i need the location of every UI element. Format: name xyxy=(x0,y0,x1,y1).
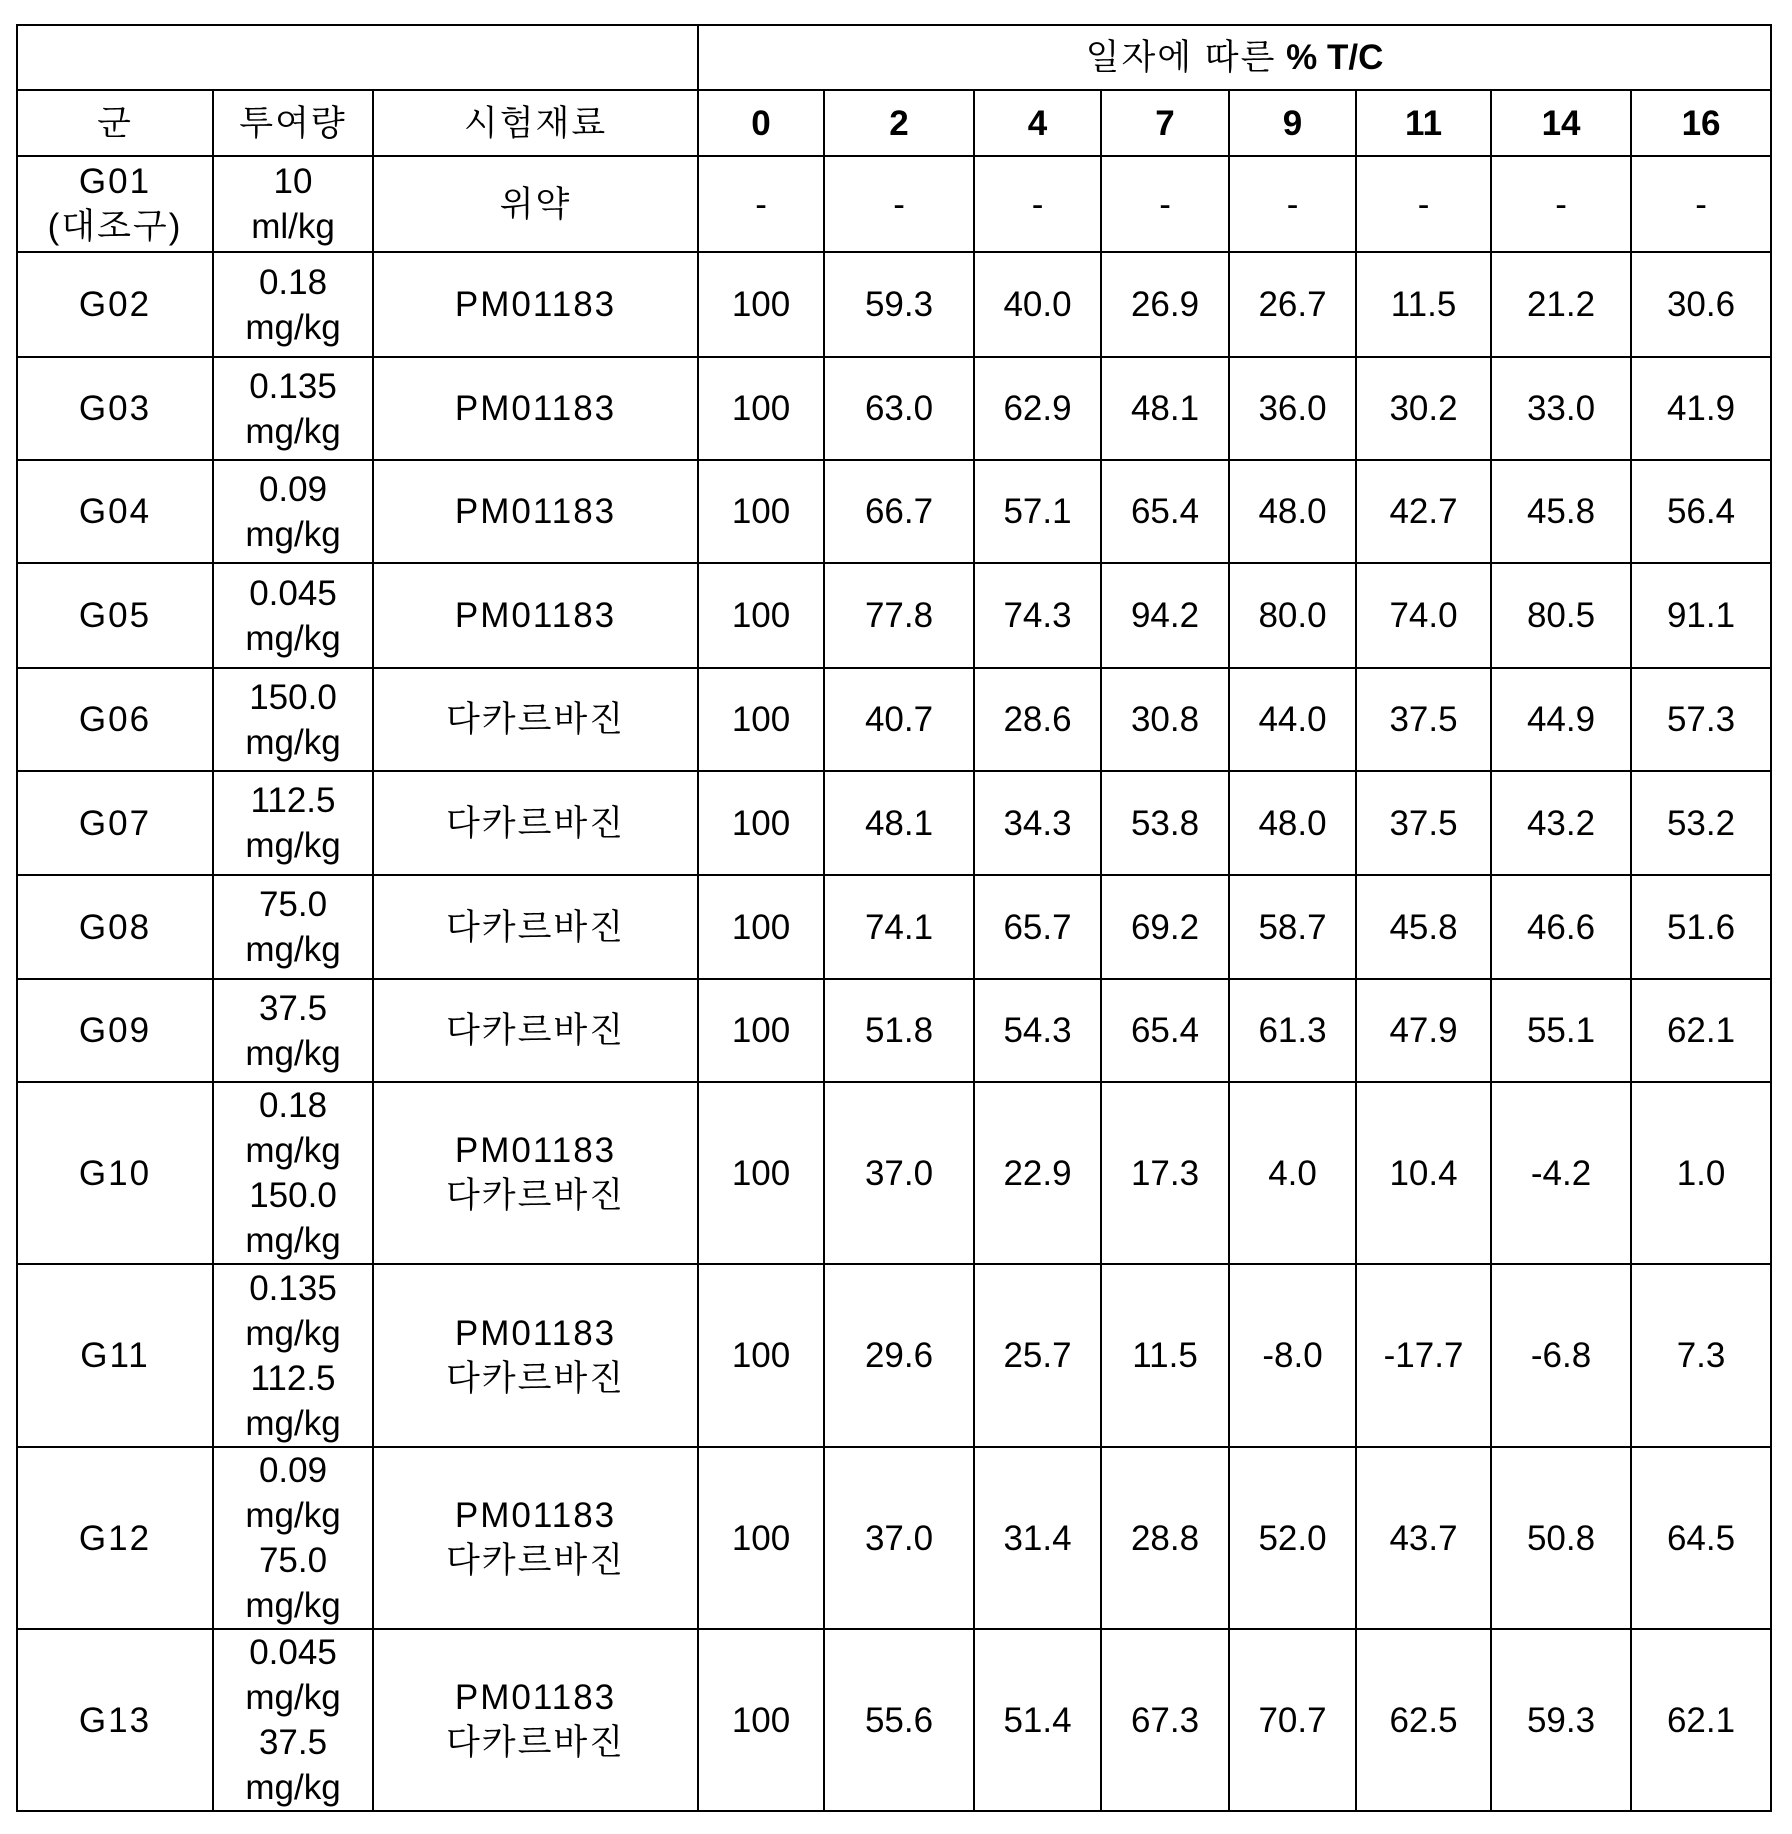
dose-cell xyxy=(213,156,373,252)
tc-value-cell: 51.8 xyxy=(824,979,974,1082)
group-cell xyxy=(17,563,213,668)
tc-value-cell: 59.3 xyxy=(824,252,974,357)
column-header-day-4: 4 xyxy=(974,90,1101,156)
tc-value-cell: 37.0 xyxy=(824,1447,974,1629)
dose-line: 0.135 xyxy=(249,366,337,406)
material-line: PM01183 xyxy=(454,492,617,531)
group-line: G11 xyxy=(80,1336,150,1375)
dose-line: mg/kg xyxy=(245,1403,341,1443)
dose-cell xyxy=(213,357,373,460)
group-line: G07 xyxy=(78,803,152,843)
tc-value-cell: 80.0 xyxy=(1229,563,1356,668)
material-cell xyxy=(373,563,698,668)
group-line: G05 xyxy=(78,596,152,635)
tc-value-cell: 28.8 xyxy=(1101,1447,1229,1629)
tc-value-cell: 37.5 xyxy=(1356,771,1491,875)
dose-line: 10 xyxy=(273,162,313,201)
dose-line: 37.5 xyxy=(258,1723,328,1762)
group-cell xyxy=(17,1264,213,1447)
material-cell xyxy=(373,1629,698,1811)
tc-value-cell: - xyxy=(824,156,974,252)
material-cell xyxy=(373,875,698,979)
table-row xyxy=(17,563,1771,668)
dose-line: mg/kg xyxy=(245,618,341,658)
tc-value-cell: 62.5 xyxy=(1356,1629,1491,1811)
group-cell xyxy=(17,875,213,979)
tc-value-cell: 46.6 xyxy=(1491,875,1631,979)
tc-value-cell: - xyxy=(974,156,1101,252)
material-cell xyxy=(373,156,698,252)
tc-value-cell: 100 xyxy=(698,252,824,357)
dose-line: 0.09 xyxy=(258,469,328,509)
group-line: G13 xyxy=(78,1700,152,1740)
tc-value-cell: 44.9 xyxy=(1491,668,1631,771)
tc-value-cell: 25.7 xyxy=(974,1264,1101,1447)
tc-value-cell: 100 xyxy=(698,1082,824,1264)
group-line: G12 xyxy=(78,1518,152,1558)
dose-line: mg/kg xyxy=(245,1313,341,1353)
dose-line: 0.18 xyxy=(258,1086,328,1125)
tc-value-cell: 77.8 xyxy=(824,563,974,668)
tc-value-cell: 30.8 xyxy=(1101,668,1229,771)
tc-value-cell: 100 xyxy=(698,1629,824,1811)
material-line: 다카르바진 xyxy=(445,803,626,843)
tc-value-cell: 67.3 xyxy=(1101,1629,1229,1811)
group-cell xyxy=(17,771,213,875)
tc-value-cell: 62.1 xyxy=(1631,979,1771,1082)
tc-value-cell: 80.5 xyxy=(1491,563,1631,668)
dose-line: 75.0 xyxy=(258,1541,328,1580)
column-header-day-0: 0 xyxy=(698,90,824,156)
tc-value-cell: 53.8 xyxy=(1101,771,1229,875)
dose-line: 37.5 xyxy=(258,988,328,1028)
tc-value-cell: - xyxy=(1491,156,1631,252)
dose-line: mg/kg xyxy=(245,1496,341,1535)
material-cell xyxy=(373,1264,698,1447)
tc-value-cell: 91.1 xyxy=(1631,563,1771,668)
dose-line: mg/kg xyxy=(245,514,341,554)
dose-line: 0.18 xyxy=(258,262,328,302)
tc-value-cell: 48.1 xyxy=(824,771,974,875)
tc-value-cell: 50.8 xyxy=(1491,1447,1631,1629)
tc-value-cell: 70.7 xyxy=(1229,1629,1356,1811)
tc-value-cell: 59.3 xyxy=(1491,1629,1631,1811)
material-line: PM01183 xyxy=(454,1313,617,1353)
tc-value-cell: 41.9 xyxy=(1631,357,1771,460)
tc-value-cell: 100 xyxy=(698,357,824,460)
dose-cell xyxy=(213,460,373,563)
group-cell xyxy=(17,460,213,563)
tc-value-cell: 30.6 xyxy=(1631,252,1771,357)
dose-line: mg/kg xyxy=(245,1131,341,1170)
dose-cell xyxy=(213,1629,373,1811)
tc-value-cell: 94.2 xyxy=(1101,563,1229,668)
tc-value-cell: 57.3 xyxy=(1631,668,1771,771)
tc-value-cell: 36.0 xyxy=(1229,357,1356,460)
material-line: PM01183 xyxy=(454,596,617,635)
dose-line: 150.0 xyxy=(249,1176,337,1215)
tc-value-cell: 58.7 xyxy=(1229,875,1356,979)
tc-value-cell: 42.7 xyxy=(1356,460,1491,563)
group-line: G02 xyxy=(78,285,152,324)
tc-value-cell: 11.5 xyxy=(1356,252,1491,357)
tc-value-cell: 37.0 xyxy=(824,1082,974,1264)
group-line: (대조구) xyxy=(47,207,183,246)
tc-value-cell: 55.6 xyxy=(824,1629,974,1811)
tc-value-cell: 17.3 xyxy=(1101,1082,1229,1264)
tc-value-cell: 61.3 xyxy=(1229,979,1356,1082)
tc-value-cell: 64.5 xyxy=(1631,1447,1771,1629)
span-header-metric: % T/C xyxy=(1286,38,1384,77)
column-header-group: 군 xyxy=(17,90,213,156)
tc-value-cell: -6.8 xyxy=(1491,1264,1631,1447)
dose-line: 150.0 xyxy=(249,677,337,717)
dose-line: mg/kg xyxy=(245,307,341,347)
group-line: G09 xyxy=(78,1011,152,1050)
group-cell xyxy=(17,668,213,771)
dose-cell xyxy=(213,979,373,1082)
tc-value-cell: 1.0 xyxy=(1631,1082,1771,1264)
tc-value-cell: 7.3 xyxy=(1631,1264,1771,1447)
column-header-material: 시험재료 xyxy=(373,90,698,156)
dose-cell xyxy=(213,1447,373,1629)
dose-line: 112.5 xyxy=(250,781,336,820)
tc-value-cell: - xyxy=(698,156,824,252)
dose-line: 0.045 xyxy=(249,1633,337,1672)
column-header-day-7: 7 xyxy=(1101,90,1229,156)
group-line: G04 xyxy=(78,492,152,531)
material-line: 다카르바진 xyxy=(445,1011,626,1050)
dose-line: mg/kg xyxy=(245,1221,341,1260)
tc-value-cell: - xyxy=(1356,156,1491,252)
material-cell xyxy=(373,1447,698,1629)
tc-value-cell: 100 xyxy=(698,563,824,668)
tc-value-cell: 30.2 xyxy=(1356,357,1491,460)
dose-line: mg/kg xyxy=(245,1033,341,1073)
column-header-dose: 투여량 xyxy=(213,90,373,156)
dose-line: mg/kg xyxy=(245,1768,341,1807)
material-cell xyxy=(373,1082,698,1264)
column-header-day-11: 11 xyxy=(1356,90,1491,156)
tc-value-cell: 34.3 xyxy=(974,771,1101,875)
dose-line: 0.045 xyxy=(249,573,337,613)
group-line: G03 xyxy=(78,389,152,428)
tc-value-cell: -4.2 xyxy=(1491,1082,1631,1264)
tc-value-cell: 56.4 xyxy=(1631,460,1771,563)
dose-line: mg/kg xyxy=(245,826,341,865)
tc-value-cell: 74.1 xyxy=(824,875,974,979)
tc-value-cell: 100 xyxy=(698,1264,824,1447)
tc-value-cell: 21.2 xyxy=(1491,252,1631,357)
dose-cell xyxy=(213,771,373,875)
group-cell xyxy=(17,1447,213,1629)
tc-value-cell: 69.2 xyxy=(1101,875,1229,979)
group-cell xyxy=(17,252,213,357)
tc-value-cell: 100 xyxy=(698,875,824,979)
tc-value-cell: 26.7 xyxy=(1229,252,1356,357)
tc-value-cell: 100 xyxy=(698,460,824,563)
dose-cell xyxy=(213,563,373,668)
tc-value-cell: 51.6 xyxy=(1631,875,1771,979)
tc-value-cell: 31.4 xyxy=(974,1447,1101,1629)
group-line: G10 xyxy=(78,1153,152,1193)
dose-line: 0.09 xyxy=(258,1451,328,1490)
column-header-day-14: 14 xyxy=(1491,90,1631,156)
tc-value-cell: 45.8 xyxy=(1356,875,1491,979)
tc-value-cell: 62.1 xyxy=(1631,1629,1771,1811)
tc-value-cell: 4.0 xyxy=(1229,1082,1356,1264)
dose-cell xyxy=(213,875,373,979)
material-line: 다카르바진 xyxy=(445,907,626,947)
dose-cell xyxy=(213,1082,373,1264)
dose-line: 75.0 xyxy=(258,885,328,924)
tc-value-cell: - xyxy=(1229,156,1356,252)
group-line: G06 xyxy=(78,700,152,739)
table-row xyxy=(17,1629,1771,1811)
tc-value-cell: 100 xyxy=(698,1447,824,1629)
table-row xyxy=(17,252,1771,357)
tc-value-cell: 11.5 xyxy=(1101,1264,1229,1447)
material-line: PM01183 xyxy=(454,285,617,324)
material-cell xyxy=(373,979,698,1082)
material-line: 다카르바진 xyxy=(445,1358,626,1398)
tc-value-cell: 40.0 xyxy=(974,252,1101,357)
group-cell xyxy=(17,1629,213,1811)
column-header-day-2: 2 xyxy=(824,90,974,156)
dose-line: 112.5 xyxy=(250,1358,336,1398)
material-line: PM01183 xyxy=(454,389,617,428)
material-line: 다카르바진 xyxy=(445,1176,626,1215)
tc-value-cell: 43.7 xyxy=(1356,1447,1491,1629)
tc-value-cell: 53.2 xyxy=(1631,771,1771,875)
tc-value-cell: - xyxy=(1631,156,1771,252)
table-row xyxy=(17,875,1771,979)
material-line: 위약 xyxy=(499,184,572,224)
tc-value-cell: 29.6 xyxy=(824,1264,974,1447)
material-line: 다카르바진 xyxy=(445,1541,626,1580)
tc-value-cell: 48.0 xyxy=(1229,771,1356,875)
table-row xyxy=(17,1264,1771,1447)
group-cell xyxy=(17,156,213,252)
material-line: PM01183 xyxy=(454,1131,617,1170)
material-cell xyxy=(373,357,698,460)
dose-cell xyxy=(213,252,373,357)
tc-value-cell: 48.0 xyxy=(1229,460,1356,563)
tc-value-cell: 26.9 xyxy=(1101,252,1229,357)
tc-value-cell: 57.1 xyxy=(974,460,1101,563)
tc-value-cell: 28.6 xyxy=(974,668,1101,771)
column-header-day-16: 16 xyxy=(1631,90,1771,156)
column-header-row xyxy=(17,90,1771,156)
dose-line: mg/kg xyxy=(245,411,341,451)
tc-value-cell: 43.2 xyxy=(1491,771,1631,875)
material-line: PM01183 xyxy=(454,1678,617,1717)
tc-value-cell: 100 xyxy=(698,979,824,1082)
tc-value-cell: 44.0 xyxy=(1229,668,1356,771)
tc-value-cell: - xyxy=(1101,156,1229,252)
material-cell xyxy=(373,460,698,563)
tc-value-cell: 54.3 xyxy=(974,979,1101,1082)
material-line: PM01183 xyxy=(454,1496,617,1535)
table-row xyxy=(17,357,1771,460)
tc-value-cell: -17.7 xyxy=(1356,1264,1491,1447)
tc-value-cell: 74.0 xyxy=(1356,563,1491,668)
tc-value-cell: 100 xyxy=(698,771,824,875)
table-row xyxy=(17,1447,1771,1629)
tc-value-cell: -8.0 xyxy=(1229,1264,1356,1447)
column-header-day-9: 9 xyxy=(1229,90,1356,156)
blank-corner-cell xyxy=(17,25,698,90)
dose-line: mg/kg xyxy=(245,930,341,969)
dose-line: ml/kg xyxy=(251,207,335,246)
dose-line: 0.135 xyxy=(249,1268,337,1308)
table-row xyxy=(17,668,1771,771)
tc-table xyxy=(16,24,1772,1812)
percent-tc-by-day-header xyxy=(698,25,1771,90)
material-line: 다카르바진 xyxy=(445,1723,626,1762)
tc-value-cell: 52.0 xyxy=(1229,1447,1356,1629)
dose-line: mg/kg xyxy=(245,1678,341,1717)
group-line: G08 xyxy=(78,907,152,947)
group-cell xyxy=(17,1082,213,1264)
span-header-prefix: 일자에 따른 xyxy=(1085,38,1277,77)
dose-line: mg/kg xyxy=(245,1586,341,1625)
tc-value-cell: 48.1 xyxy=(1101,357,1229,460)
material-cell xyxy=(373,252,698,357)
tc-value-cell: 47.9 xyxy=(1356,979,1491,1082)
table-row xyxy=(17,156,1771,252)
group-cell xyxy=(17,979,213,1082)
table-row xyxy=(17,1082,1771,1264)
group-line: G01 xyxy=(78,162,152,201)
tc-value-cell: 10.4 xyxy=(1356,1082,1491,1264)
table-row xyxy=(17,979,1771,1082)
tc-value-cell: 37.5 xyxy=(1356,668,1491,771)
table-row xyxy=(17,460,1771,563)
tc-value-cell: 65.7 xyxy=(974,875,1101,979)
tc-value-cell: 65.4 xyxy=(1101,979,1229,1082)
tc-value-cell: 74.3 xyxy=(974,563,1101,668)
material-cell xyxy=(373,771,698,875)
dose-cell xyxy=(213,668,373,771)
material-line: 다카르바진 xyxy=(445,700,626,739)
material-cell xyxy=(373,668,698,771)
tc-value-cell: 62.9 xyxy=(974,357,1101,460)
span-header-row xyxy=(17,25,1771,90)
table-row xyxy=(17,771,1771,875)
tc-value-cell: 55.1 xyxy=(1491,979,1631,1082)
group-cell xyxy=(17,357,213,460)
tc-value-cell: 66.7 xyxy=(824,460,974,563)
tc-value-cell: 51.4 xyxy=(974,1629,1101,1811)
tc-value-cell: 45.8 xyxy=(1491,460,1631,563)
tc-value-cell: 100 xyxy=(698,668,824,771)
tc-value-cell: 22.9 xyxy=(974,1082,1101,1264)
tc-value-cell: 63.0 xyxy=(824,357,974,460)
dose-cell xyxy=(213,1264,373,1447)
tc-value-cell: 65.4 xyxy=(1101,460,1229,563)
tc-value-cell: 40.7 xyxy=(824,668,974,771)
tc-value-cell: 33.0 xyxy=(1491,357,1631,460)
dose-line: mg/kg xyxy=(245,722,341,762)
